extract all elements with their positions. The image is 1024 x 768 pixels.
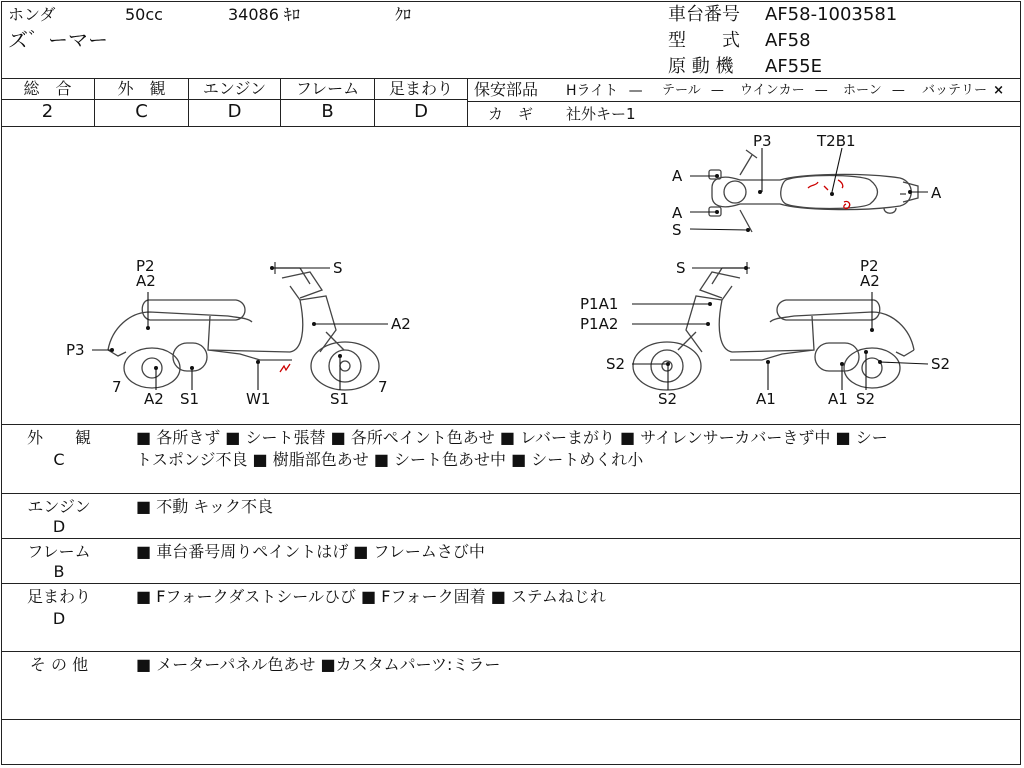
diagram-label: A2 bbox=[391, 315, 411, 333]
grade-value-suspension: D bbox=[414, 101, 428, 122]
diagram-label: S2 bbox=[606, 355, 626, 373]
divider bbox=[1, 651, 1021, 652]
diagram-label: S2 bbox=[931, 355, 951, 373]
diagram-label: P2 bbox=[860, 257, 879, 275]
divider bbox=[467, 101, 1021, 102]
divider bbox=[1, 99, 467, 100]
divider bbox=[467, 78, 468, 126]
diagram-label: T2B1 bbox=[817, 132, 856, 150]
type-label: 型 式 bbox=[668, 30, 740, 51]
safety-item-horn bbox=[843, 82, 905, 100]
diagram-label: S1 bbox=[180, 390, 200, 408]
color: ｸﾛ bbox=[395, 5, 412, 24]
note-grade: C bbox=[53, 450, 65, 469]
diagram-label: 7 bbox=[378, 378, 388, 396]
note-line: ■ 各所きず ■ シート張替 ■ 各所ペイント色あせ ■ レバーまがり ■ サイレンサーカバーきず中 ■ シー bbox=[136, 428, 888, 447]
safety-item-status: × bbox=[993, 83, 1005, 98]
diagram-label: S bbox=[333, 259, 343, 277]
maker: ホンダ bbox=[8, 5, 56, 24]
diagram-label: A2 bbox=[136, 272, 156, 290]
note-line: ■ 不動 キック不良 bbox=[136, 497, 273, 516]
note-grade: D bbox=[52, 517, 66, 536]
safety-label: 保安部品 bbox=[474, 80, 539, 99]
mileage: 34086 ｷﾛ bbox=[228, 5, 300, 24]
diagram-label: S1 bbox=[330, 390, 350, 408]
diagram-label: A1 bbox=[828, 390, 848, 408]
damage-marks bbox=[280, 180, 850, 372]
grade-header-suspension: 足まわり bbox=[388, 79, 453, 98]
grade-value-overall: 2 bbox=[41, 101, 54, 122]
note-line: ■ Fフォークダストシールひび ■ Fフォーク固着 ■ ステムねじれ bbox=[136, 587, 606, 606]
diagram-label: A bbox=[931, 184, 942, 202]
type-value: AF58 bbox=[765, 30, 811, 51]
leader-lines bbox=[92, 148, 928, 390]
divider bbox=[1, 538, 1021, 539]
diagram-label: W1 bbox=[246, 390, 271, 408]
grade-value-exterior: C bbox=[135, 101, 148, 122]
diagram-label: P3 bbox=[753, 132, 772, 150]
safety-item-name: テール bbox=[662, 83, 701, 98]
grade-header-engine: エンジン bbox=[202, 79, 267, 98]
diagram-label: 7 bbox=[112, 378, 122, 396]
safety-item-battery bbox=[922, 82, 1004, 100]
diagram-label: A2 bbox=[144, 390, 164, 408]
damage-diagram bbox=[0, 127, 1022, 423]
grade-value-engine: D bbox=[227, 101, 242, 122]
diagram-label: P2 bbox=[136, 257, 155, 275]
safety-item-status: — bbox=[710, 83, 724, 98]
engine-value: AF55E bbox=[765, 56, 822, 77]
note-line: ■ 車台番号周りペイントはげ ■ フレームさび中 bbox=[136, 542, 485, 561]
note-title: 足まわり bbox=[26, 587, 91, 606]
top-view-scooter bbox=[709, 150, 918, 232]
safety-item-status: — bbox=[814, 83, 828, 98]
frame-no: AF58-1003581 bbox=[765, 4, 898, 25]
grade-header-frame: フレーム bbox=[295, 79, 360, 98]
safety-item-name: バッテリー bbox=[922, 83, 988, 98]
diagram-label: A bbox=[672, 204, 683, 222]
note-title: 外 観 bbox=[26, 428, 91, 447]
safety-item-name: ホーン bbox=[843, 83, 882, 98]
safety-item-winker bbox=[740, 82, 828, 100]
divider bbox=[1, 493, 1021, 494]
safety-item-name: ウインカー bbox=[740, 83, 805, 98]
displacement: 50cc bbox=[125, 5, 163, 24]
key-value: 社外キー1 bbox=[566, 105, 636, 123]
diagram-label: S bbox=[676, 259, 686, 277]
grade-value-frame: B bbox=[321, 101, 334, 122]
note-title: そ の 他 bbox=[29, 655, 89, 674]
diagram-label: P3 bbox=[66, 341, 85, 359]
safety-item-status: — bbox=[628, 83, 643, 99]
divider bbox=[1, 719, 1021, 720]
note-grade: D bbox=[52, 609, 66, 628]
diagram-label: A1 bbox=[756, 390, 776, 408]
diagram-label: P1A2 bbox=[580, 315, 619, 333]
diagram-label: S bbox=[672, 221, 682, 239]
diagram-label: A2 bbox=[860, 272, 880, 290]
note-line: ■ メーターパネル色あせ ■カスタムパーツ:ミラー bbox=[136, 655, 501, 674]
safety-item-headlight bbox=[566, 82, 643, 100]
divider bbox=[1, 583, 1021, 584]
diagram-label: P1A1 bbox=[580, 295, 619, 313]
grade-header-exterior: 外 観 bbox=[117, 79, 166, 98]
diagram-label: A bbox=[672, 167, 683, 185]
safety-item-status: — bbox=[891, 83, 905, 98]
safety-item-tail bbox=[662, 82, 724, 100]
key-label: カ ギ bbox=[488, 105, 534, 123]
diagram-label: S2 bbox=[658, 390, 678, 408]
safety-item-name: Hライト bbox=[566, 83, 619, 99]
point-markers bbox=[110, 174, 912, 370]
note-title: フレーム bbox=[27, 542, 91, 561]
grade-header-overall: 総 合 bbox=[23, 79, 72, 98]
note-title: エンジン bbox=[27, 497, 91, 516]
engine-label: 原 動 機 bbox=[668, 56, 734, 77]
note-line: トスポンジ不良 ■ 樹脂部色あせ ■ シート色あせ中 ■ シートめくれ小 bbox=[136, 450, 644, 469]
diagram-label: S2 bbox=[856, 390, 876, 408]
frame-no-label: 車台番号 bbox=[668, 4, 740, 25]
note-grade: B bbox=[53, 562, 65, 581]
divider bbox=[1, 424, 1021, 425]
model-name: ズ゛ーマー bbox=[8, 28, 108, 52]
